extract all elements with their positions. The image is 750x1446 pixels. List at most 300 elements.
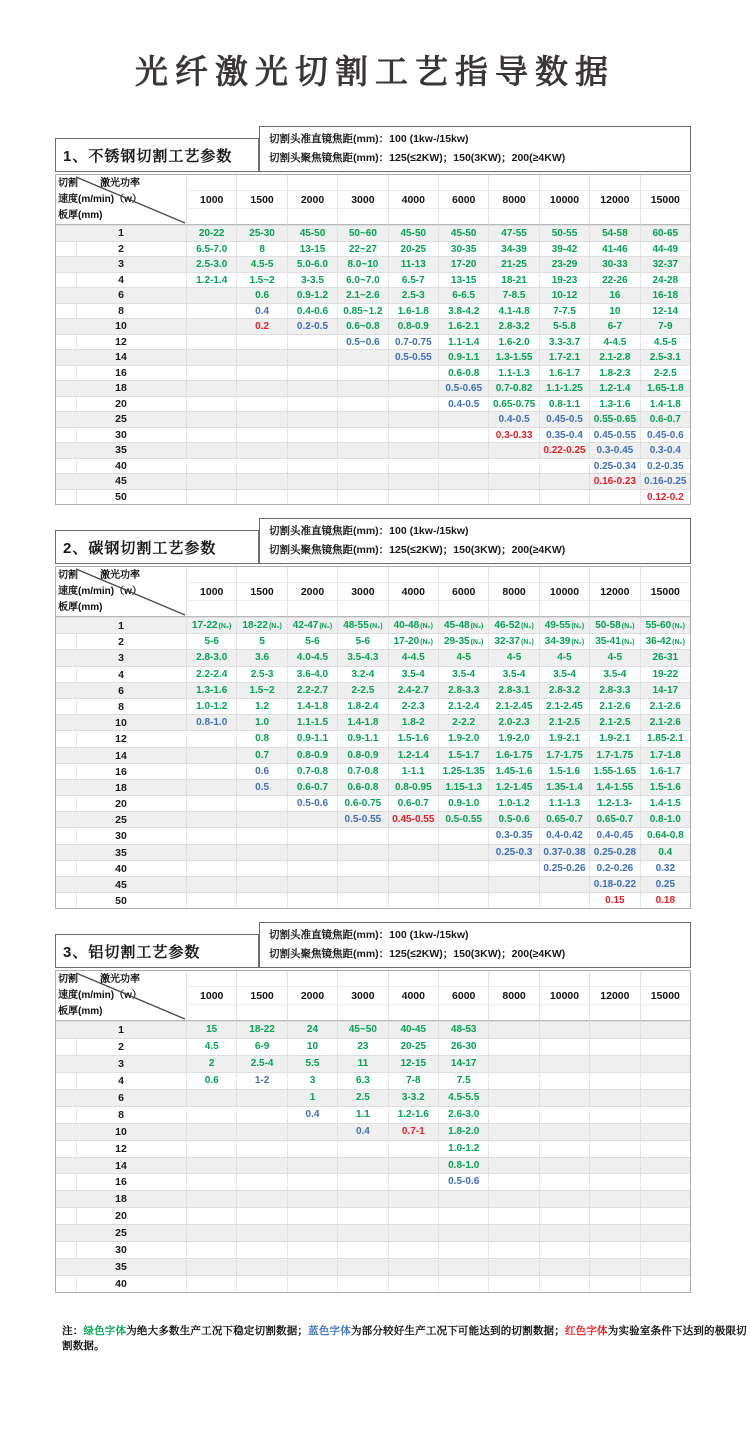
speed-cell [337, 714, 387, 730]
speed-value: 0.3-0.33 [495, 429, 533, 441]
speed-value: 0.6-0.8 [448, 367, 480, 379]
speed-cell [186, 1190, 236, 1207]
speed-cell [186, 1055, 236, 1072]
speed-cell [236, 442, 286, 458]
speed-value: 23-29 [551, 259, 578, 270]
speed-cell [539, 1173, 589, 1190]
nitrogen-suffix: (N₂) [520, 639, 534, 647]
speed-cell [589, 763, 639, 779]
speed-cell [287, 489, 337, 505]
corner-label-thickness: 板厚(mm) [58, 1006, 103, 1018]
speed-value: 2.1-2.5 [599, 717, 631, 729]
speed-value: 0.45-0.55 [593, 429, 637, 441]
speed-cell [236, 779, 286, 795]
speed-cell [589, 795, 639, 811]
speed-value: 0.3-0.35 [495, 830, 533, 842]
legend-blue-label: 蓝色字体 [308, 1324, 351, 1337]
speed-cell [488, 1275, 538, 1292]
power-column-header: 8000 [488, 175, 538, 225]
power-column-header: 10000 [539, 175, 589, 225]
speed-cell [186, 1207, 236, 1224]
thickness-row-header: 20 [56, 396, 186, 412]
speed-cell [640, 649, 690, 665]
thickness-row-header: 50 [56, 489, 186, 505]
speed-cell [236, 1157, 286, 1174]
axis-corner-cell [56, 971, 186, 1021]
speed-value: 32-37 [494, 636, 520, 648]
thickness-row-header: 14 [56, 1157, 186, 1174]
speed-cell [287, 876, 337, 892]
speed-cell [488, 1106, 538, 1123]
speed-cell [337, 411, 387, 427]
speed-cell [236, 1173, 286, 1190]
speed-cell [539, 349, 589, 365]
speed-cell [589, 892, 639, 908]
speed-cell [337, 682, 387, 698]
speed-cell [337, 730, 387, 746]
speed-cell [337, 1258, 387, 1275]
speed-value: 7-8 [406, 1075, 421, 1087]
speed-cell [589, 334, 639, 350]
speed-cell [236, 617, 286, 633]
speed-cell [186, 730, 236, 746]
speed-cell [589, 365, 639, 381]
speed-cell [640, 1241, 690, 1258]
speed-cell [388, 844, 438, 860]
speed-value: 4-5 [607, 652, 623, 664]
speed-cell [236, 256, 286, 272]
speed-cell [337, 811, 387, 827]
speed-cell [438, 617, 488, 633]
table-carbon-steel [55, 518, 691, 909]
speed-cell [640, 1106, 690, 1123]
speed-cell [388, 779, 438, 795]
speed-value: 18-21 [501, 274, 527, 286]
speed-cell [640, 473, 690, 489]
speed-cell [488, 649, 538, 665]
speed-cell [287, 1021, 337, 1038]
speed-cell [388, 617, 438, 633]
speed-cell [287, 892, 337, 908]
speed-cell [640, 795, 690, 811]
speed-cell [589, 1275, 639, 1292]
speed-value: 1.35-1.4 [546, 781, 583, 793]
speed-cell [388, 747, 438, 763]
speed-cell [539, 1241, 589, 1258]
legend-green-text: 为绝大多数生产工况下稳定切割数据； [126, 1324, 309, 1337]
nitrogen-suffix: (N₂) [571, 639, 585, 647]
speed-value: 0.15 [605, 895, 625, 907]
table-header [55, 518, 691, 564]
speed-cell [488, 617, 538, 633]
speed-cell [640, 489, 690, 505]
speed-cell [287, 1207, 337, 1224]
speed-value: 1.4-1.5 [649, 798, 681, 810]
speed-cell [488, 714, 538, 730]
speed-value: 1.2-1.45 [495, 781, 533, 793]
speed-cell [640, 1207, 690, 1224]
speed-cell [388, 811, 438, 827]
speed-cell [287, 1258, 337, 1275]
speed-cell [438, 666, 488, 682]
focus-lens-focal-length: 切割头聚焦镜焦距(mm)：125(≤2KW)；150(3KW)；200(≥4KW) [269, 948, 566, 960]
speed-cell [287, 1106, 337, 1123]
speed-cell [287, 225, 337, 241]
speed-value: 0.2-0.5 [296, 321, 329, 332]
speed-cell [438, 256, 488, 272]
speed-value: 0.8-1.0 [448, 1159, 480, 1171]
speed-cell [438, 1157, 488, 1174]
speed-cell [640, 225, 690, 241]
speed-value: 11 [357, 1058, 369, 1070]
speed-cell [438, 1089, 488, 1106]
power-column-header: 1000 [186, 971, 236, 1021]
speed-value: 1.8-2 [401, 717, 425, 729]
speed-cell [589, 489, 639, 505]
speed-cell [287, 380, 337, 396]
speed-value: 35-41 [595, 636, 621, 648]
speed-value: 1.4-1.8 [296, 700, 329, 712]
speed-value: 0.7 [255, 749, 270, 761]
speed-cell [640, 1173, 690, 1190]
speed-cell [337, 1241, 387, 1258]
speed-cell [438, 318, 488, 334]
speed-cell [438, 1072, 488, 1089]
speed-value: 0.5-0.55 [344, 814, 382, 826]
speed-cell [287, 1038, 337, 1055]
speed-cell [388, 225, 438, 241]
lens-focal-info-box [259, 126, 691, 172]
speed-cell [236, 427, 286, 443]
speed-value: 60-65 [652, 228, 679, 239]
speed-cell [488, 303, 538, 319]
speed-value: 44-49 [652, 243, 679, 255]
speed-cell [589, 633, 639, 649]
speed-cell [438, 1241, 488, 1258]
speed-cell [488, 1140, 538, 1157]
speed-cell [236, 763, 286, 779]
speed-cell [539, 763, 589, 779]
speed-cell [539, 1275, 589, 1292]
power-column-header: 12000 [589, 175, 639, 225]
speed-value: 0.18 [655, 895, 676, 907]
speed-value: 0.4-0.6 [296, 305, 329, 317]
speed-cell [337, 1173, 387, 1190]
speed-cell [388, 698, 438, 714]
speed-cell [186, 860, 236, 876]
speed-cell [589, 779, 639, 795]
speed-cell [438, 827, 488, 843]
thickness-row-header: 45 [56, 876, 186, 892]
speed-value: 22~27 [348, 243, 377, 255]
speed-cell [236, 1224, 286, 1241]
speed-value: 2.8-3.2 [548, 684, 581, 696]
speed-value: 2.5-4 [250, 1058, 274, 1070]
speed-value: 0.3-0.45 [596, 445, 634, 456]
speed-value: 0.16-0.23 [593, 476, 637, 487]
speed-value: 30-35 [450, 243, 477, 255]
speed-value: 1.1 [355, 1108, 370, 1120]
nitrogen-suffix: (N₂) [470, 639, 484, 647]
speed-cell [337, 1106, 387, 1123]
speed-cell [236, 489, 286, 505]
legend-note [62, 1323, 750, 1353]
speed-cell [186, 1275, 236, 1292]
speed-value: 1.7-1.8 [649, 749, 681, 761]
speed-value: 48-53 [450, 1024, 477, 1036]
speed-value: 0.9-1.2 [296, 290, 329, 301]
speed-value: 1.0-1.2 [498, 798, 530, 810]
speed-cell [287, 396, 337, 412]
speed-cell [539, 649, 589, 665]
speed-cell [388, 458, 438, 474]
speed-value: 4-5 [506, 652, 522, 664]
speed-cell [236, 365, 286, 381]
speed-cell [589, 876, 639, 892]
speed-value: 0.5~0.6 [346, 336, 380, 348]
power-column-header: 15000 [640, 175, 690, 225]
focus-lens-focal-length: 切割头聚焦镜焦距(mm)：125(≤2KW)；150(3KW)；200(≥4KW) [269, 543, 566, 556]
speed-value: 0.5-0.6 [448, 1176, 480, 1188]
speed-cell [438, 1123, 488, 1140]
speed-value: 15 [206, 1024, 218, 1036]
speed-cell [640, 458, 690, 474]
speed-value: 0.22-0.25 [543, 445, 586, 456]
speed-value: 1.15-1.3 [445, 781, 483, 793]
speed-cell [488, 256, 538, 272]
speed-value: 23 [357, 1041, 369, 1053]
speed-cell [539, 860, 589, 876]
power-column-header: 8000 [488, 567, 538, 617]
speed-cell [337, 225, 387, 241]
speed-value: 1.1-1.3 [548, 798, 581, 810]
speed-cell [438, 714, 488, 730]
speed-cell [488, 225, 538, 241]
speed-cell [388, 649, 438, 665]
speed-cell [589, 844, 639, 860]
speed-value: 42-47 [292, 620, 319, 631]
speed-value: 4.5-5.5 [448, 1091, 480, 1103]
speed-cell [236, 1190, 286, 1207]
thickness-row-header: 2 [56, 633, 186, 649]
speed-value: 1.1-1.25 [546, 383, 583, 394]
speed-cell [640, 827, 690, 843]
speed-cell [488, 1173, 538, 1190]
speed-cell [186, 303, 236, 319]
thickness-row-header: 1 [56, 617, 186, 633]
speed-value: 4.1-4.8 [498, 305, 530, 317]
power-column-header: 1500 [236, 971, 286, 1021]
speed-cell [539, 1140, 589, 1157]
nitrogen-suffix: (N₂) [621, 623, 635, 630]
speed-cell [640, 256, 690, 272]
collimator-focal-length: 切割头准直镜焦距(mm)：100 (1kw-/15kw) [269, 524, 469, 537]
thickness-row-header: 8 [56, 303, 186, 319]
speed-cell [186, 458, 236, 474]
speed-value: 1 [309, 1091, 316, 1103]
speed-cell [287, 1123, 337, 1140]
speed-cell [337, 1157, 387, 1174]
speed-cell [589, 427, 639, 443]
speed-cell [236, 666, 286, 682]
speed-cell [287, 1275, 337, 1292]
speed-cell [287, 1173, 337, 1190]
speed-cell [488, 287, 538, 303]
speed-cell [186, 811, 236, 827]
speed-cell [388, 427, 438, 443]
speed-cell [236, 349, 286, 365]
speed-cell [589, 1157, 639, 1174]
speed-value: 1.5~2 [249, 684, 275, 696]
speed-cell [589, 666, 639, 682]
speed-cell [337, 458, 387, 474]
speed-cell [640, 876, 690, 892]
speed-cell [186, 334, 236, 350]
speed-cell [236, 1055, 286, 1072]
thickness-row-header: 1 [56, 225, 186, 241]
power-column-header: 15000 [640, 971, 690, 1021]
speed-value: 0.7-0.75 [394, 336, 432, 348]
speed-cell [539, 1021, 589, 1038]
speed-value: 3.6-4.0 [296, 668, 329, 680]
speed-cell [589, 1123, 639, 1140]
speed-cell [438, 698, 488, 714]
speed-cell [589, 1190, 639, 1207]
speed-cell [438, 287, 488, 303]
speed-value: 0.7-0.8 [296, 765, 329, 777]
speed-cell [438, 272, 488, 288]
speed-value: 14-17 [450, 1058, 477, 1070]
speed-cell [640, 617, 690, 633]
speed-cell [388, 442, 438, 458]
power-column-header: 4000 [388, 971, 438, 1021]
speed-cell [488, 666, 538, 682]
speed-value: 1.0-1.2 [196, 700, 228, 712]
speed-cell [287, 241, 337, 257]
speed-cell [236, 396, 286, 412]
thickness-row-header: 18 [56, 1190, 186, 1207]
thickness-row-header: 25 [56, 1224, 186, 1241]
speed-value: 2-2.2 [452, 717, 476, 729]
speed-cell [488, 1123, 538, 1140]
speed-value: 1.6-1.75 [495, 749, 533, 761]
speed-cell [589, 1258, 639, 1275]
speed-cell [337, 763, 387, 779]
speed-cell [186, 1106, 236, 1123]
legend-red-text: 为实验室条件下达到的极限切割数据。 [62, 1324, 747, 1352]
data-grid [55, 970, 691, 1292]
speed-value: 5.5 [305, 1058, 320, 1070]
speed-cell [388, 795, 438, 811]
speed-value: 3 [309, 1075, 316, 1087]
speed-cell [438, 427, 488, 443]
speed-cell [488, 1241, 538, 1258]
speed-value: 39-42 [551, 243, 578, 255]
speed-value: 0.64-0.8 [646, 830, 684, 842]
speed-value: 45-50 [400, 228, 427, 239]
speed-value: 18-22 [249, 1024, 275, 1036]
speed-cell [539, 617, 589, 633]
speed-cell [236, 1072, 286, 1089]
speed-cell [287, 649, 337, 665]
speed-value: 1.4-1.55 [596, 781, 634, 793]
speed-cell [337, 256, 387, 272]
speed-cell [287, 1157, 337, 1174]
speed-value: 3-3.5 [301, 274, 324, 286]
speed-value: 0.2 [255, 321, 270, 332]
speed-value: 47-55 [501, 228, 527, 239]
speed-cell [488, 892, 538, 908]
speed-cell [337, 827, 387, 843]
speed-value: 1.3-1.55 [495, 352, 533, 363]
lens-focal-info-box [259, 922, 691, 968]
power-column-header: 6000 [438, 175, 488, 225]
speed-value: 1.9-2.0 [448, 733, 480, 745]
table-header [55, 922, 691, 968]
speed-cell [438, 349, 488, 365]
speed-cell [388, 892, 438, 908]
speed-cell [186, 411, 236, 427]
speed-cell [287, 1241, 337, 1258]
section-title: 3、铝切割工艺参数 [55, 934, 259, 968]
speed-cell [287, 730, 337, 746]
speed-cell [539, 811, 589, 827]
speed-value: 13-15 [299, 243, 326, 255]
speed-cell [186, 617, 236, 633]
legend-blue-text: 为部分较好生产工况下可能达到的切割数据； [350, 1324, 565, 1337]
speed-value: 29-35 [443, 636, 470, 648]
speed-cell [488, 1258, 538, 1275]
speed-value: 0.3-0.4 [649, 445, 681, 456]
thickness-row-header: 40 [56, 1275, 186, 1292]
speed-value: 0.65-0.7 [596, 814, 634, 826]
speed-cell [589, 396, 639, 412]
thickness-row-header: 16 [56, 1173, 186, 1190]
corner-label-cut: 切割 [58, 974, 78, 986]
speed-value: 5-6 [305, 636, 320, 648]
speed-cell [186, 747, 236, 763]
power-column-header: 15000 [640, 567, 690, 617]
speed-value: 4.5-5 [250, 259, 274, 270]
speed-value: 20-25 [400, 1041, 427, 1053]
speed-value: 0.55-0.65 [593, 414, 637, 425]
speed-cell [539, 411, 589, 427]
speed-cell [186, 287, 236, 303]
speed-cell [539, 747, 589, 763]
speed-cell [488, 318, 538, 334]
speed-value: 0.65-0.75 [492, 398, 536, 410]
speed-cell [539, 1089, 589, 1106]
speed-cell [488, 1055, 538, 1072]
thickness-row-header: 40 [56, 860, 186, 876]
speed-cell [337, 1140, 387, 1157]
speed-cell [438, 1207, 488, 1224]
speed-cell [640, 779, 690, 795]
speed-cell [337, 1275, 387, 1292]
speed-cell [337, 241, 387, 257]
speed-value: 2.5-3.0 [196, 259, 228, 270]
speed-value: 3.5-4 [452, 668, 476, 680]
thickness-row-header: 8 [56, 698, 186, 714]
speed-cell [388, 473, 438, 489]
speed-value: 8.0~10 [347, 259, 379, 270]
speed-cell [640, 633, 690, 649]
speed-cell [438, 860, 488, 876]
speed-cell [337, 334, 387, 350]
thickness-row-header: 2 [56, 241, 186, 257]
speed-value: 0.8-0.9 [397, 321, 429, 332]
speed-value: 3.2-4 [351, 668, 375, 680]
